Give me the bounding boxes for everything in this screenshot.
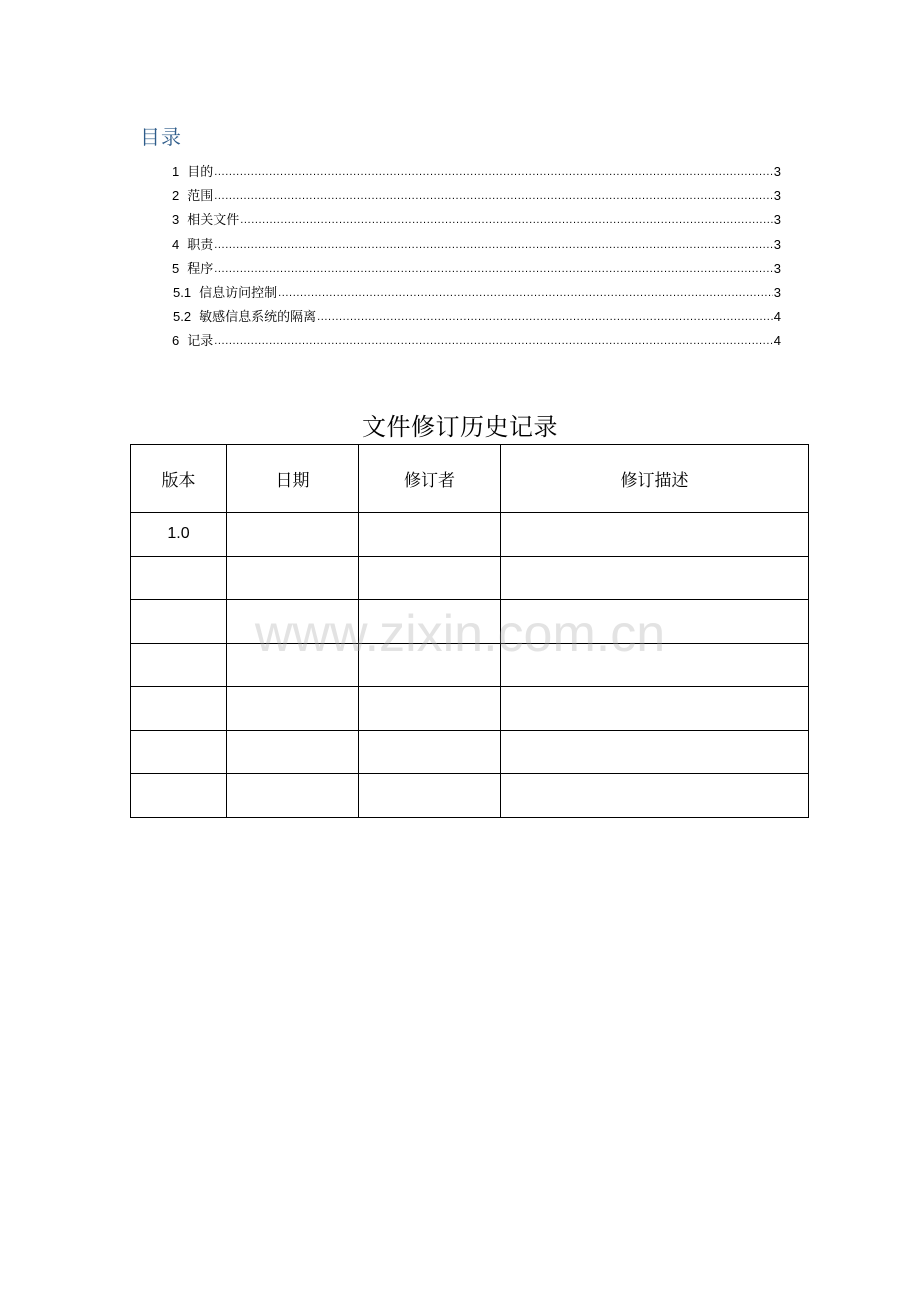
toc-entry-number: 3 <box>172 212 180 228</box>
toc-heading: 目录 <box>140 125 182 149</box>
toc-leader-dots <box>317 305 773 329</box>
toc-entry-page: 3 <box>773 260 781 276</box>
cell-date[interactable] <box>227 513 359 557</box>
cell-version[interactable] <box>131 643 227 687</box>
toc-entry-label: 程序 <box>187 261 214 277</box>
toc-entry-label: 敏感信息系统的隔离 <box>199 310 317 326</box>
toc-entry-number: 5 <box>172 260 180 276</box>
toc-leader-dots <box>240 208 773 232</box>
toc-entry-label: 信息访问控制 <box>199 285 278 301</box>
toc-entry-page: 4 <box>773 333 781 349</box>
cell-version[interactable]: 1.0 <box>131 513 227 557</box>
toc-entry-label: 相关文件 <box>187 213 240 229</box>
toc-leader-dots <box>214 233 773 257</box>
cell-description[interactable] <box>501 513 809 557</box>
cell-version[interactable] <box>131 600 227 644</box>
cell-version[interactable] <box>131 556 227 600</box>
cell-version[interactable] <box>131 774 227 818</box>
toc-entry-label: 记录 <box>187 334 214 350</box>
cell-description[interactable] <box>501 774 809 818</box>
cell-date[interactable] <box>227 556 359 600</box>
cell-reviser[interactable] <box>359 600 501 644</box>
table-of-contents <box>172 160 781 354</box>
toc-entry-number: 2 <box>172 188 180 204</box>
toc-entry-page: 4 <box>773 309 781 325</box>
toc-leader-dots <box>214 257 773 281</box>
cell-description[interactable] <box>501 556 809 600</box>
table-row <box>131 730 809 774</box>
cell-version[interactable] <box>131 687 227 731</box>
toc-entry-page: 3 <box>773 212 781 228</box>
toc-entry[interactable] <box>172 305 781 329</box>
table-row <box>131 600 809 644</box>
toc-entry-number: 6 <box>172 333 180 349</box>
table-row <box>131 774 809 818</box>
toc-entry-number: 5.2 <box>173 309 192 325</box>
cell-description[interactable] <box>501 643 809 687</box>
cell-reviser[interactable] <box>359 730 501 774</box>
cell-date[interactable] <box>227 600 359 644</box>
cell-date[interactable] <box>227 643 359 687</box>
toc-entry-number: 1 <box>172 164 180 179</box>
cell-date[interactable] <box>227 774 359 818</box>
toc-entry-label: 职责 <box>187 237 214 253</box>
toc-leader-dots <box>214 329 773 353</box>
column-header-date: 日期 <box>227 445 359 513</box>
toc-leader-dots <box>214 160 773 184</box>
revision-history-title: 文件修订历史记录 <box>362 413 558 441</box>
table-row <box>131 556 809 600</box>
toc-entry-page: 3 <box>773 164 781 179</box>
revision-history-table <box>130 444 809 818</box>
table-row <box>131 643 809 687</box>
table-header-row <box>131 445 809 513</box>
toc-leader-dots <box>214 184 773 208</box>
toc-entry-number: 4 <box>172 236 180 252</box>
cell-version[interactable] <box>131 730 227 774</box>
cell-reviser[interactable] <box>359 513 501 557</box>
cell-description[interactable] <box>501 600 809 644</box>
toc-entry-page: 3 <box>773 236 781 252</box>
toc-entry-page: 3 <box>773 284 781 300</box>
column-header-version: 版本 <box>131 445 227 513</box>
cell-date[interactable] <box>227 730 359 774</box>
toc-entry[interactable] <box>172 257 781 281</box>
cell-reviser[interactable] <box>359 687 501 731</box>
cell-reviser[interactable] <box>359 556 501 600</box>
toc-leader-dots <box>278 281 773 305</box>
toc-entry[interactable] <box>172 281 781 305</box>
cell-reviser[interactable] <box>359 643 501 687</box>
toc-entry[interactable] <box>172 160 781 184</box>
toc-entry-number: 5.1 <box>173 284 192 300</box>
toc-entry-label: 目的 <box>187 165 214 180</box>
cell-date[interactable] <box>227 687 359 731</box>
toc-entry[interactable] <box>172 184 781 208</box>
toc-entry[interactable] <box>172 329 781 353</box>
toc-entry-label: 范围 <box>187 189 214 205</box>
column-header-reviser: 修订者 <box>359 445 501 513</box>
table-row <box>131 513 809 557</box>
cell-description[interactable] <box>501 687 809 731</box>
column-header-description: 修订描述 <box>501 445 809 513</box>
toc-entry[interactable] <box>172 208 781 232</box>
cell-reviser[interactable] <box>359 774 501 818</box>
table-row <box>131 687 809 731</box>
toc-entry-page: 3 <box>773 188 781 204</box>
cell-description[interactable] <box>501 730 809 774</box>
watermark-text: www.zixin.com.cn <box>254 605 666 663</box>
toc-entry[interactable] <box>172 233 781 257</box>
